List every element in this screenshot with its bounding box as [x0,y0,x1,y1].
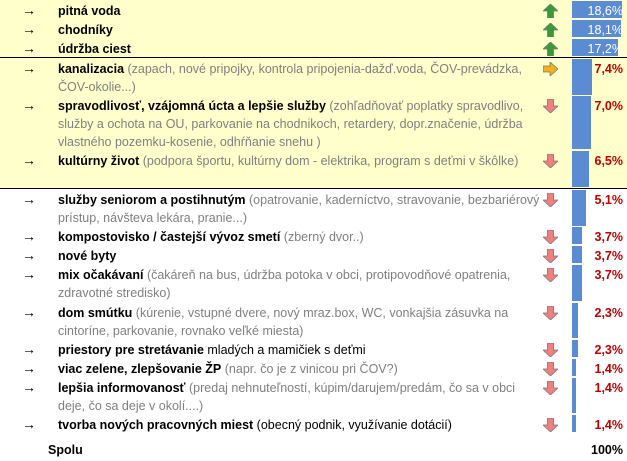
data-bar [572,227,582,244]
arrow-right-icon: → [22,266,36,282]
row-description [58,304,540,340]
arrow-down-icon [543,362,558,376]
data-bar [572,151,589,187]
row-percentage: 2,3% [594,343,623,357]
arrow-down-icon [543,381,558,395]
arrow-right-icon: → [22,247,36,263]
data-bar [572,190,586,226]
data-bar [572,96,591,149]
row-detail: (kúrenie, vstupné dvere, nový mraz.box, WC, vonkajšia zásuvka na cintoríne, parkovanie, rovnako veľké miesta) [58,306,509,338]
row-detail: (predaj nehnuteľností, kúpim/darujem/predám, čo sa v obci deje, čo sa deje v okolí....) [58,381,516,413]
row-percentage: 3,7% [594,230,623,244]
data-bar [572,59,592,95]
row-topic: pitná voda [58,4,121,18]
table-row [0,188,627,227]
total-row [0,441,627,461]
row-description [58,191,540,227]
total-label: Spolu [48,443,83,457]
row-detail: (zberný dvor..) [280,230,364,244]
row-topic: kanalizacia [58,62,125,76]
row-description [58,152,540,170]
row-detail: (opatrovanie, kaderníctvo, stravovanie, bezbariérový prístup, návšteva lekára, pranie...) [58,193,540,225]
arrow-down-icon [543,99,558,113]
table-row [0,95,627,150]
row-description [58,97,540,151]
row-percentage: 7,0% [594,99,623,113]
arrow-down-icon [543,249,558,263]
arrow-right-icon: → [22,416,36,432]
arrow-right-icon: → [22,2,36,18]
arrow-right-icon: → [22,40,36,56]
row-topic: lepšia informovanosť [58,381,186,395]
arrow-down-icon [543,230,558,244]
arrow-right-icon: → [22,191,36,207]
row-topic: kompostovisko / častejší vývoz smetí [58,230,281,244]
row-percentage: 5,1% [594,193,623,207]
row-topic: chodníky [58,23,113,37]
row-detail: (čakáreň na bus, údržba potoka v obci, protipovodňové opatrenia, zdravotné stredisko) [58,268,511,300]
data-bar [572,303,578,338]
row-detail: (napr. čo je z vinicou pri ČOV?) [221,362,398,376]
total-value: 100% [591,443,623,457]
data-bar [572,265,582,301]
row-description [58,2,540,20]
table-row [0,0,627,19]
row-percentage: 17,2% [587,42,623,56]
data-bar [572,359,576,376]
arrow-right-icon: → [22,152,36,168]
row-description [58,379,540,415]
row-topic: tvorba nových pracovných miest [58,418,254,432]
arrow-down-icon [543,193,558,207]
table-row [0,264,627,302]
data-bar [572,340,578,357]
row-description [58,40,540,58]
table-row [0,377,627,414]
row-description [58,416,540,434]
row-detail: (obecný podnik, využívanie dotácií) [253,418,452,432]
arrow-right-icon: → [22,228,36,244]
row-description [58,247,540,265]
table-row [0,358,627,377]
arrow-right-icon: → [22,304,36,320]
row-percentage: 18,1% [587,23,623,37]
row-percentage: 3,7% [594,268,623,282]
row-percentage: 1,4% [594,381,623,395]
row-percentage: 1,4% [594,362,623,376]
row-percentage: 1,4% [594,418,623,432]
table-row [0,57,627,96]
data-bar [572,415,576,432]
arrow-right-icon: → [22,360,36,376]
row-description [58,228,540,246]
row-percentage: 6,5% [594,154,623,168]
row-description [58,266,540,302]
arrow-up-icon [543,4,558,18]
arrow-right-icon: → [22,21,36,37]
arrow-down-icon [543,154,558,168]
row-detail: (zapach, nové pripojky, kontrola pripojenia-dažď.voda, ČOV-prevádzka, ČOV-okolie...) [58,62,522,94]
row-percentage: 7,4% [594,62,623,76]
row-topic: nové byty [58,249,117,263]
arrow-up-icon [543,23,558,37]
arrow-down-icon [543,306,558,320]
row-detail: (podpora športu, kultúrny dom - elektrika, program s deťmi v škôlke) [139,154,519,168]
arrow-up-icon [543,42,558,56]
row-detail: mladých a mamičiek s deťmi [203,343,366,357]
row-topic: kultúrny život [58,154,140,168]
table-row [0,245,627,264]
row-topic: údržba ciest [58,42,131,56]
table-row [0,150,627,188]
table-row [0,19,627,38]
arrow-right-icon: → [22,60,36,76]
row-percentage: 2,3% [594,306,623,320]
table-row [0,38,627,57]
row-description [58,21,540,39]
arrow-down-icon [543,343,558,357]
table-row [0,302,627,339]
table-row [0,339,627,358]
row-topic: spravodlivosť, vzájomná úcta a lepšie služby [58,99,326,113]
row-detail: (zohľadňovať poplatky spravodlivo, služby a ochota na OU, parkovanie na chodnikoch, retardery, dopr.značenie, údržba vlastného pozemku-kosenie, odhŕňanie snehu ) [58,99,524,149]
data-bar [572,378,576,413]
row-description [58,360,540,378]
table-row [0,414,627,433]
row-topic: dom smútku [58,306,133,320]
arrow-right-indicator-icon [543,62,558,76]
arrow-down-icon [543,268,558,282]
row-percentage: 3,7% [594,249,623,263]
row-topic: priestory pre stretávanie [58,343,204,357]
table-row [0,226,627,245]
arrow-right-icon: → [22,341,36,357]
arrow-right-icon: → [22,379,36,395]
row-topic: mix očakávaní [58,268,144,282]
row-description [58,341,540,359]
row-topic: viac zelene, zlepšovanie ŽP [58,362,222,376]
row-topic: služby seniorom a postihnutým [58,193,246,207]
data-bar [572,246,582,263]
row-percentage: 18,6% [587,4,623,18]
row-description [58,60,540,96]
arrow-down-icon [543,418,558,432]
arrow-right-icon: → [22,97,36,113]
